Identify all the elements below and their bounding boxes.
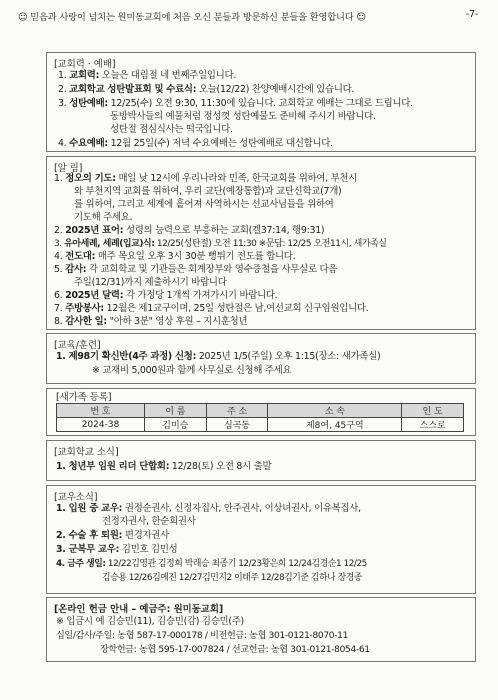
members-item-continued: 김승용 12/26김예진 12/27김민지2 이태주 12/28김기준 김하나 장경종 [102,573,362,583]
notice-item: 3. 유아세례, 세례(입교)식: 12/25(성탄절) 오전 11:30 ※문답: 12/25 오전11시, 새가족실 [54,239,387,249]
members-item: 4. 금주 생일: 12/22김영관 김정희 박래승 최종기 12/23황은희 12/24김경순1 12/25 [56,559,367,569]
members-item: 3. 군복무 교우: 김민호 김민성 [56,544,178,555]
worship-item: 1. 교회력: 오늘은 대림절 네 번째주일입니다. [58,70,237,81]
worship-item: 3. 성탄예배: 12/25(수) 오전 9:30, 11:30에 있습니다. 교회학교 예배는 그대로 드립니다. [58,98,413,109]
worship-item-continued: 동방박사들의 예물처럼 정성껏 성탄예물도 준비해 주시기 바랍니다. [110,111,376,122]
notice-item: 7. 주방봉사: 12월은 제1교구이며, 25일 성탄절은 남,여선교회 신구임원입니다. [54,303,369,314]
giving-note: ※ 입금시 예 김승민(11), 김승민(감) 김승민(주) [56,616,244,627]
members-item-continued: 전정자권사, 한순희권사 [102,516,196,527]
table-cell: 심곡동 [206,418,268,432]
registration-section-title: [새가족 등록] [56,392,112,403]
notice-item: 5. 감사: 각 교회학교 및 기관들은 회계장부와 영수증철을 사무실로 다음 [54,264,338,275]
education-note: ※ 교재비 5,000원과 함께 사무실로 신청해 주세요 [92,365,292,376]
registration-table [56,403,464,432]
giving-section-title: [온라인 헌금 안내 – 예금주: 원미동교회] [54,604,224,615]
notice-item-continued: 주일(12/31)까지 제출하시기 바랍니다 [74,277,227,288]
table-cell: 2024-38 [57,418,145,432]
worship-item-continued: 성탄절 점심식사는 떡국입니다. [110,124,233,135]
table-cell: 스스로 [402,418,464,432]
table-header-cell: 번 호 [57,404,145,418]
table-header-cell: 소 속 [268,404,402,418]
school-item: 1. 청년부 임원 리더 단합회: 12/28(토) 오전 8시 출발 [56,461,272,472]
notice-item: 2. 2025년 표어: 성령의 능력으로 부흥하는 교회(겔37:14, 행9:31) [54,225,325,236]
education-section-title: [교육/훈련] [54,340,101,351]
table-row [57,418,464,432]
notice-item: 6. 2025년 달력: 각 가정당 1개씩 가져가시기 바랍니다. [54,290,278,301]
notice-item-continued: 를 위하여, 그리고 세계에 흩어져 사역하시는 선교사님들을 위하여 [74,199,334,210]
notice-section-title: [알 림] [54,163,83,174]
giving-account-line: 장학헌금: 농협 595-17-007824 / 선교헌금: 농협 301-0121-8054-61 [100,645,370,655]
school-section-title: [교회학교 소식] [54,447,119,458]
page-header [18,9,478,23]
table-cell: 김미승 [144,418,206,432]
page-number: -7- [465,9,478,20]
table-header-row [57,404,464,418]
education-item: 1. 제98기 확신반(4주 과정) 신청: 2025년 1/5(주일) 오후 1:15(장소: 새가족실) [56,351,381,362]
welcome-banner: ☺ 믿음과 사랑이 넘치는 원미동교회에 처음 오신 분들과 방문하신 분들을 환영합니다 ☺ [18,12,366,23]
notice-item: 4. 전도대: 매주 목요일 오후 3시 30분 뻥튀기 전도를 합니다. [54,251,296,262]
worship-item: 2. 교회학교 성탄발표회 및 수료식: 오늘(12/22) 찬양예배시간에 있습니다. [58,84,355,95]
table-cell: 제8여, 45구역 [268,418,402,432]
worship-item: 4. 수요예배: 12월 25일(수) 저녁 수요예배는 성탄예배로 대신합니다. [58,138,333,149]
table-header-cell: 인 도 [402,404,464,418]
notice-item: 8. 감사한 일: "아하 3분" 영상 후원 – 지시훈청년 [54,316,248,327]
members-item: 2. 수술 후 퇴원: 편경자권사 [56,530,169,541]
notice-item-continued: 기도해 주세요. [74,212,133,223]
worship-section-title: [교회력 · 예배] [54,59,116,70]
table-header-cell: 이 름 [144,404,206,418]
members-item: 1. 입원 중 교우: 권정순권사, 신정자집사, 안주권사, 이상녀권사, 이유복집사, [56,503,361,514]
notice-item: 1. 정오의 기도: 매일 낮 12시에 우리나라와 민족, 한국교회를 위하여, 부천시 [54,173,358,184]
table-header-cell: 주 소 [206,404,268,418]
members-section-title: [교우소식] [54,492,98,503]
giving-account-line: 십일/감사/주일: 농협 587-17-000178 / 비전헌금: 농협 301-0121-8070-11 [56,631,349,641]
notice-item-continued: 와 부천지역 교회를 위하여, 우리 교단(예장통합)과 교단신학교(7개) [74,186,342,197]
